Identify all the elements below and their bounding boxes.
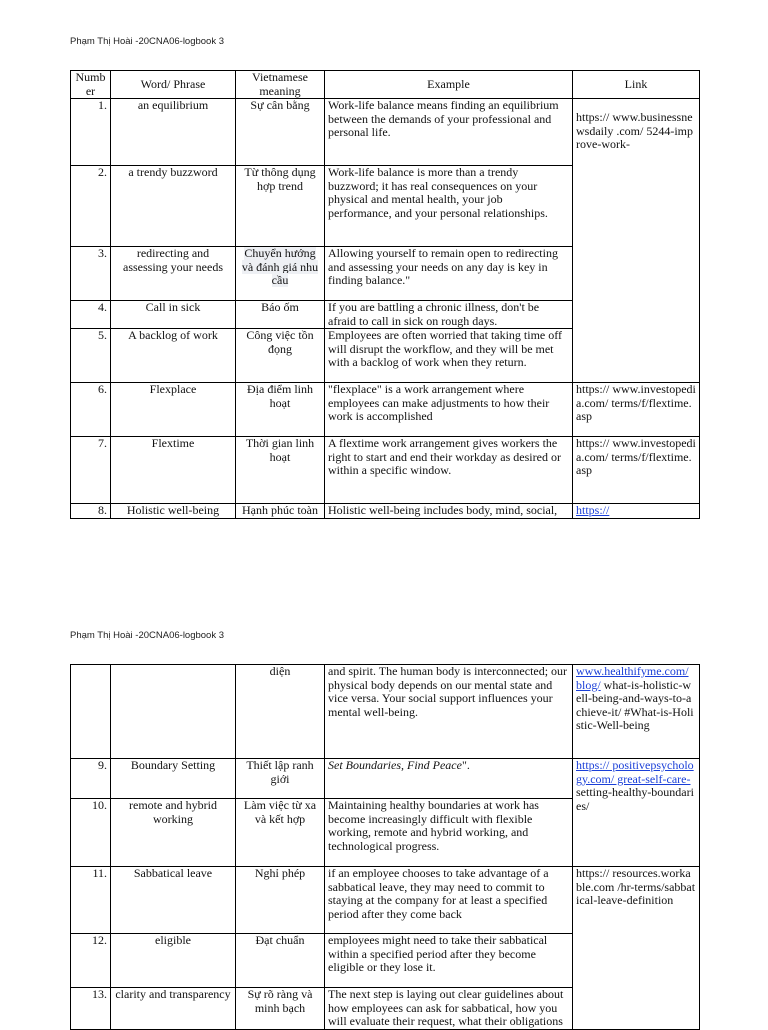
row-vietnamese: Thời gian linh hoạt <box>236 437 325 504</box>
table-row <box>71 383 700 437</box>
row-example: Work-life balance is more than a trendy buzzword; it has real consequences on your physical and mental health, your job performance, and your personal relationships. <box>325 166 573 247</box>
row-word: redirecting and assessing your needs <box>111 247 236 301</box>
row-number: 10. <box>71 799 111 867</box>
row-example: The next step is laying out clear guidelines about how employees can ask for sabbatical, how you will evaluate their request, what their obligations <box>325 988 573 1030</box>
link-text: setting-healthy-boundaries/ <box>576 785 694 813</box>
vocab-table-page1 <box>70 70 700 519</box>
row-number: 3. <box>71 247 111 301</box>
row-word: Sabbatical leave <box>111 867 236 934</box>
row-word: clarity and transparency <box>111 988 236 1030</box>
col-header-number: Number <box>71 71 111 99</box>
row-word: remote and hybrid working <box>111 799 236 867</box>
row-example: "flexplace" is a work arrangement where employees can make adjustments to how their work is accomplished <box>325 383 573 437</box>
row-vietnamese: Làm việc từ xa và kết hợp <box>236 799 325 867</box>
example-italic: Set Boundaries, Find Peace <box>328 758 462 772</box>
row-example <box>325 759 573 799</box>
row-example: A flextime work arrangement gives workers the right to start and end their workday as desired or within a specific window. <box>325 437 573 504</box>
row-vietnamese: Hạnh phúc toàn <box>236 504 325 519</box>
row-link: https:// www.businessnewsdaily .com/ 5244-improve-work- <box>573 99 700 383</box>
row-example: If you are battling a chronic illness, don't be afraid to call in sick on rough days. <box>325 301 573 329</box>
table-row <box>71 437 700 504</box>
table-row <box>71 504 700 519</box>
row-vietnamese: diện <box>236 665 325 759</box>
row-word: Holistic well-being <box>111 504 236 519</box>
row-vietnamese: Địa điểm linh hoạt <box>236 383 325 437</box>
table-row <box>71 665 700 759</box>
vocab-table-page2 <box>70 664 700 1030</box>
row-vietnamese <box>236 247 325 301</box>
row-example: and spirit. The human body is interconnected; our physical body depends on our mental state and vice versa. Your social support influences your mental well-being. <box>325 665 573 759</box>
row-vietnamese: Từ thông dụng hợp trend <box>236 166 325 247</box>
row-word: a trendy buzzword <box>111 166 236 247</box>
row-word: A backlog of work <box>111 329 236 383</box>
link-anchor[interactable]: https:// <box>576 503 610 517</box>
row-vietnamese: Sự rõ ràng và minh bạch <box>236 988 325 1030</box>
row-number <box>71 665 111 759</box>
row-link: https:// resources.workable.com /hr-terms/sabbatical-leave-definition <box>573 867 700 1030</box>
page-header: Phạm Thị Hoài -20CNA06-logbook 3 <box>70 630 225 641</box>
page-header: Phạm Thị Hoài -20CNA06-logbook 3 <box>70 36 225 47</box>
table-row <box>71 867 700 934</box>
row-number: 8. <box>71 504 111 519</box>
row-word: eligible <box>111 934 236 988</box>
row-example: Work-life balance means finding an equilibrium between the demands of your professional and personal life. <box>325 99 573 166</box>
row-link <box>573 504 700 519</box>
row-example: Maintaining healthy boundaries at work has become increasingly difficult with flexible working, remote and hybrid working, and technological progress. <box>325 799 573 867</box>
row-link: https:// www.investopedia.com/ terms/f/flextime.asp <box>573 383 700 437</box>
link-text: what-is-holistic-well-being-and-ways-to-achieve-it/ #What-is-Holistic-Well-being <box>576 677 694 732</box>
row-word: Call in sick <box>111 301 236 329</box>
row-vietnamese: Công việc tồn đọng <box>236 329 325 383</box>
row-number: 2. <box>71 166 111 247</box>
row-link: https:// www.investopedia.com/ terms/f/flextime.asp <box>573 437 700 504</box>
row-number: 6. <box>71 383 111 437</box>
row-number: 1. <box>71 99 111 166</box>
row-example: Allowing yourself to remain open to redirecting and assessing your needs on any day is key in finding balance." <box>325 247 573 301</box>
row-number: 13. <box>71 988 111 1030</box>
row-word: Flexplace <box>111 383 236 437</box>
row-example: employees might need to take their sabbatical within a specified period after they become eligible or they lose it. <box>325 934 573 988</box>
col-header-vietnamese: Vietnamese meaning <box>236 71 325 99</box>
table-header-row <box>71 71 700 99</box>
link-anchor[interactable]: https:// positivepsychology.com/ great-self-care- <box>576 758 694 786</box>
row-word: an equilibrium <box>111 99 236 166</box>
row-number: 5. <box>71 329 111 383</box>
row-example: Holistic well-being includes body, mind, social, <box>325 504 573 519</box>
row-number: 11. <box>71 867 111 934</box>
row-number: 12. <box>71 934 111 988</box>
row-vietnamese: Sự cân bằng <box>236 99 325 166</box>
table-row <box>71 99 700 166</box>
row-link <box>573 759 700 867</box>
row-word: Flextime <box>111 437 236 504</box>
row-link <box>573 665 700 759</box>
table-row <box>71 759 700 799</box>
row-vietnamese: Thiết lập ranh giới <box>236 759 325 799</box>
row-example: if an employee chooses to take advantage of a sabbatical leave, they may need to commit to staying at the company for at least a specified period after they come back <box>325 867 573 934</box>
col-header-link: Link <box>573 71 700 99</box>
row-vietnamese: Nghỉ phép <box>236 867 325 934</box>
highlighted-meaning: Chuyển hướng và đánh giá nhu cầu <box>241 246 319 287</box>
row-number: 4. <box>71 301 111 329</box>
col-header-example: Example <box>325 71 573 99</box>
row-vietnamese: Đạt chuẩn <box>236 934 325 988</box>
example-tail: ". <box>461 758 470 772</box>
row-number: 9. <box>71 759 111 799</box>
col-header-word: Word/ Phrase <box>111 71 236 99</box>
link-anchor[interactable]: www.healthifyme.com/ blog/ <box>576 664 689 692</box>
row-word: Boundary Setting <box>111 759 236 799</box>
row-word <box>111 665 236 759</box>
row-vietnamese: Báo ốm <box>236 301 325 329</box>
row-number: 7. <box>71 437 111 504</box>
row-example: Employees are often worried that taking time off will disrupt the workflow, and they will be met with a backlog of work when they return. <box>325 329 573 383</box>
